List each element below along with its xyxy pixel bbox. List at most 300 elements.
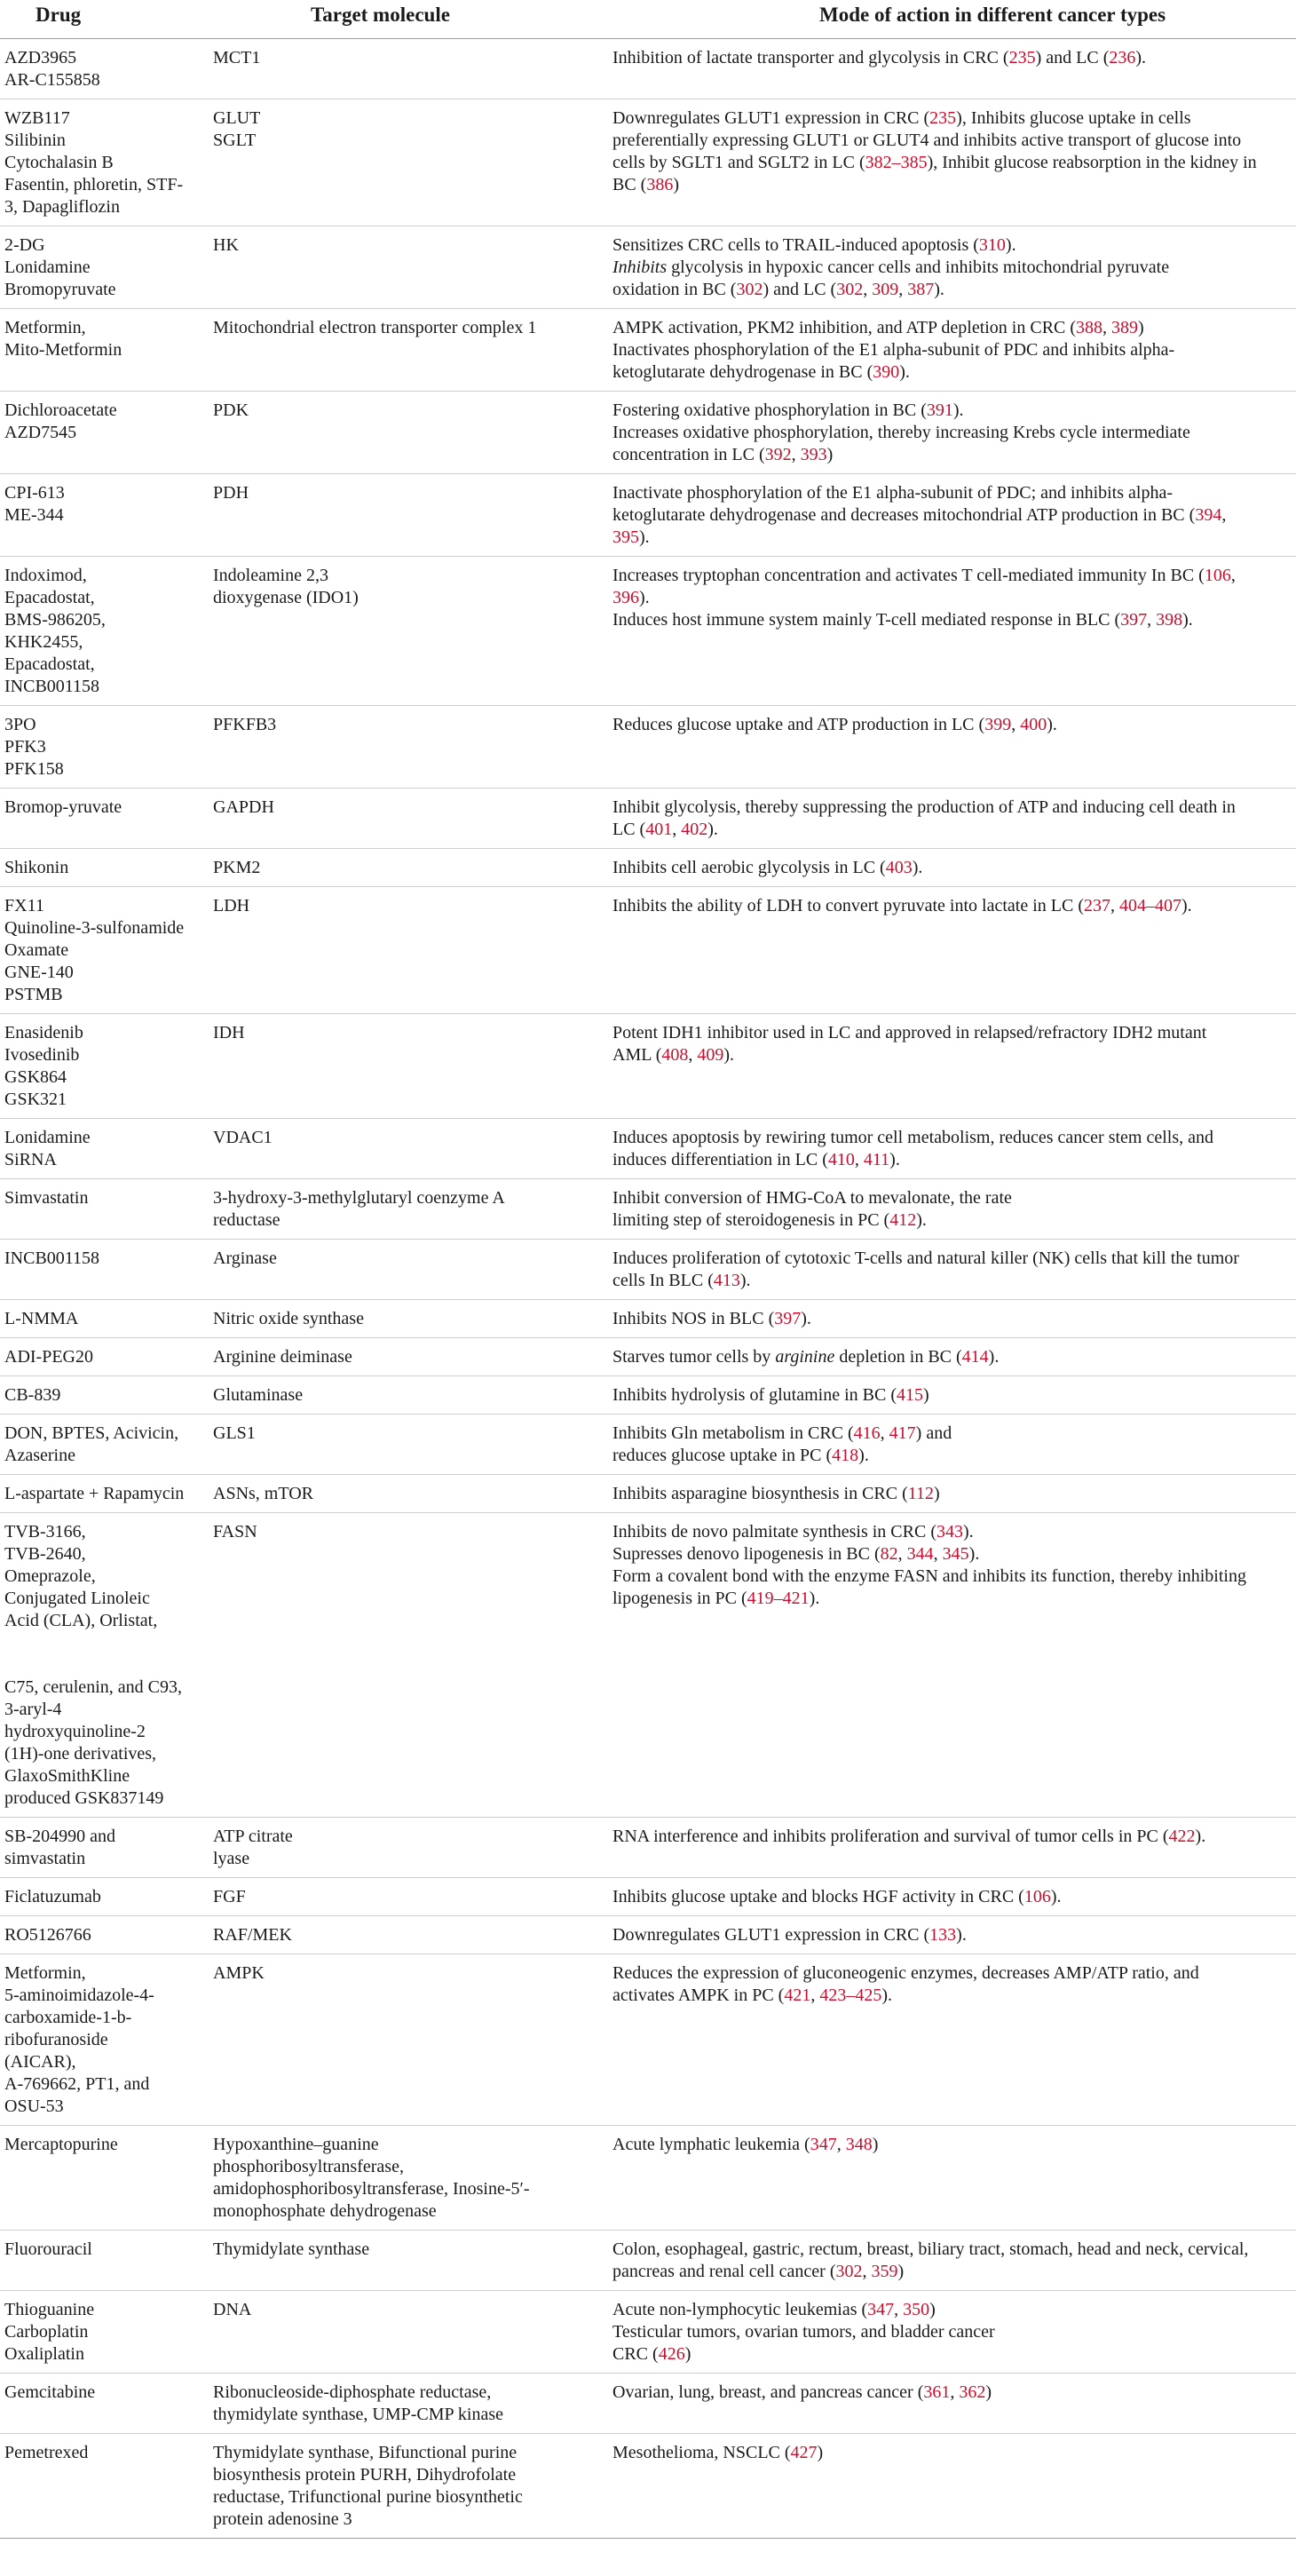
- text-segment: ) and LC (: [763, 280, 837, 299]
- reference-link[interactable]: 409: [697, 1045, 724, 1065]
- text-segment: ).: [639, 527, 650, 547]
- cell-line: [612, 2382, 1260, 2404]
- text-segment: ).: [1195, 1827, 1206, 1846]
- text-segment: Ovarian, lung, breast, and pancreas cancer (: [612, 2382, 924, 2402]
- table-row: [0, 1119, 1296, 1179]
- text-segment: ,: [933, 1544, 943, 1564]
- cell-line: Indoleamine 2,3: [213, 566, 328, 585]
- text-segment: Fostering oxidative phosphorylation in BC (: [612, 400, 927, 420]
- cell-line: [612, 857, 1260, 879]
- cell-line: ADI-PEG20: [4, 1347, 93, 1367]
- reference-link[interactable]: 417: [889, 1423, 916, 1443]
- target-molecule-cell: [197, 474, 609, 557]
- table-row: [0, 1338, 1296, 1376]
- text-segment: ).: [934, 280, 944, 299]
- target-molecule-cell: [197, 1376, 609, 1415]
- reference-link[interactable]: 391: [926, 400, 953, 420]
- cell-line: ATP citrate: [213, 1827, 293, 1846]
- text-segment: ): [1138, 318, 1144, 337]
- text-segment: Increases tryptophan concentration and activates T cell-mediated immunity In BC (: [612, 566, 1205, 585]
- cell-line: lyase: [213, 1849, 250, 1868]
- reference-link[interactable]: 106: [1023, 1887, 1051, 1906]
- cell-line: Hypoxanthine–guanine: [213, 2135, 379, 2154]
- reference-link[interactable]: 382–385: [865, 153, 928, 172]
- text-segment: LC (: [612, 820, 646, 839]
- cell-line: (AICAR),: [4, 2052, 76, 2072]
- cell-line: Indoximod,: [4, 566, 87, 585]
- reference-link[interactable]: 106: [1204, 566, 1231, 585]
- text-segment: induces differentiation in LC (: [612, 1150, 828, 1169]
- target-molecule-cell: [197, 309, 609, 392]
- drug-cell: [0, 1513, 197, 1818]
- target-molecule-cell: [197, 1338, 609, 1376]
- cell-line: GLS1: [213, 1423, 256, 1443]
- text-segment: glycolysis in hypoxic cancer cells and inhibits mitochondrial pyruvate: [667, 258, 1170, 277]
- cell-line: [612, 444, 1260, 466]
- reference-link[interactable]: 361: [923, 2382, 951, 2402]
- cell-line: Metformin,: [4, 318, 86, 337]
- cell-line: DNA: [213, 2300, 252, 2319]
- cell-line: [612, 2261, 1260, 2283]
- cell-line: [612, 339, 1260, 361]
- cell-line: Mitochondrial electron transporter complex 1: [213, 318, 537, 337]
- reference-link[interactable]: 362: [959, 2382, 986, 2402]
- cell-line: AR-C155858: [4, 70, 100, 90]
- reference-link[interactable]: 309: [872, 280, 899, 299]
- reference-link[interactable]: 235: [929, 108, 957, 128]
- cell-line: [612, 361, 1260, 384]
- mode-of-action-cell: [609, 309, 1296, 392]
- table-row: [0, 1878, 1296, 1916]
- text-segment: ,: [950, 2382, 960, 2402]
- text-segment: ).: [988, 1347, 1000, 1367]
- cell-line: [612, 1270, 1260, 1292]
- drug-cell: [0, 1300, 197, 1338]
- drug-cell: [0, 2126, 197, 2231]
- text-segment: Reduces the expression of gluconeogenic enzymes, decreases AMP/ATP ratio, and: [612, 1963, 1199, 1983]
- drug-cell: [0, 99, 197, 226]
- text-segment: ,: [1147, 610, 1157, 630]
- text-segment: activates AMPK in PC (: [612, 1986, 785, 2005]
- table-row: [0, 1300, 1296, 1338]
- text-segment: Sensitizes CRC cells to TRAIL-induced apoptosis (: [612, 235, 979, 255]
- cell-line: Fasentin, phloretin, STF-: [4, 175, 184, 194]
- reference-link[interactable]: 388: [1076, 318, 1103, 337]
- cell-line: Carboplatin: [4, 2322, 89, 2342]
- text-segment: ) and LC (: [1035, 48, 1110, 67]
- cell-line: MCT1: [213, 48, 261, 67]
- cell-line: [612, 1521, 1260, 1543]
- cell-line: [612, 504, 1260, 527]
- mode-of-action-cell: [609, 789, 1296, 849]
- reference-link[interactable]: 399: [984, 715, 1012, 734]
- cell-line: Glutaminase: [213, 1385, 304, 1405]
- table-row: [0, 1415, 1296, 1475]
- text-segment: ,: [897, 1544, 907, 1564]
- reference-link[interactable]: 398: [1156, 610, 1183, 630]
- text-segment: Supresses denovo lipogenesis in BC (: [612, 1544, 881, 1564]
- text-segment: ,: [836, 2135, 846, 2154]
- table-row: [0, 887, 1296, 1014]
- text-segment: ): [673, 175, 680, 194]
- target-molecule-cell: [197, 226, 609, 309]
- header-mode-of-action: Mode of action in different cancer types: [609, 0, 1296, 39]
- drug-cell: [0, 706, 197, 789]
- cell-line: Omeprazole,: [4, 1566, 96, 1586]
- cell-line: Shikonin: [4, 858, 69, 877]
- cell-line: [612, 527, 1260, 549]
- target-molecule-cell: [197, 1014, 609, 1119]
- cell-line: PDK: [213, 400, 249, 420]
- cell-line: GlaxoSmithKline: [4, 1766, 130, 1786]
- target-molecule-cell: [197, 2374, 609, 2434]
- reference-link[interactable]: 347: [810, 2135, 837, 2154]
- cell-line: Mercaptopurine: [4, 2135, 118, 2154]
- text-segment: ketoglutarate dehydrogenase in BC (: [612, 362, 873, 382]
- cell-line: Conjugated Linoleic: [4, 1589, 150, 1608]
- target-molecule-cell: [197, 2231, 609, 2291]
- reference-link[interactable]: 413: [713, 1271, 740, 1290]
- text-segment: ), Inhibit glucose reabsorption in the kidney in: [927, 153, 1257, 172]
- reference-link[interactable]: 237: [1083, 896, 1110, 915]
- cell-line: A-769662, PT1, and: [4, 2074, 150, 2094]
- drug-cell: [0, 2231, 197, 2291]
- target-molecule-cell: [197, 2126, 609, 2231]
- text-segment: Inactivates phosphorylation of the E1 alpha-subunit of PDC and inhibits alpha-: [612, 340, 1175, 360]
- target-molecule-cell: [197, 887, 609, 1014]
- cell-line: [612, 1209, 1260, 1232]
- text-segment: ,: [1011, 715, 1021, 734]
- reference-link[interactable]: 386: [646, 175, 674, 194]
- cell-line: RAF/MEK: [213, 1925, 292, 1945]
- cell-line: GAPDH: [213, 797, 274, 817]
- text-segment: Acute non-lymphocytic leukemias (: [612, 2300, 868, 2319]
- text-segment: Inhibit glycolysis, thereby suppressing the production of ATP and inducing cell death in: [612, 797, 1236, 817]
- reference-link[interactable]: 415: [897, 1385, 923, 1405]
- text-segment: Reduces glucose uptake and ATP production in LC (: [612, 715, 985, 734]
- text-segment: ,: [863, 280, 873, 299]
- reference-link[interactable]: 389: [1111, 318, 1139, 337]
- mode-of-action-cell: [609, 2434, 1296, 2539]
- reference-link[interactable]: 345: [942, 1544, 969, 1564]
- mode-of-action-cell: [609, 1300, 1296, 1338]
- cell-line: INCB001158: [4, 677, 100, 696]
- cell-line: Silibinin: [4, 131, 66, 150]
- text-segment: ): [923, 1385, 929, 1405]
- text-segment: ): [929, 2300, 936, 2319]
- cell-line: [612, 317, 1260, 339]
- cell-line: TVB-3166,: [4, 1522, 86, 1542]
- cell-line: INCB001158: [4, 1248, 100, 1268]
- target-molecule-cell: [197, 789, 609, 849]
- cell-line: [612, 2343, 1260, 2366]
- reference-link[interactable]: 348: [845, 2135, 873, 2154]
- cell-line: PFK158: [4, 759, 64, 779]
- cell-line: thymidylate synthase, UMP-CMP kinase: [213, 2405, 504, 2424]
- cell-line: Oxamate: [4, 940, 69, 960]
- text-segment: ): [934, 1484, 940, 1503]
- text-segment: ) and: [915, 1423, 952, 1443]
- mode-of-action-cell: [609, 849, 1296, 887]
- text-segment: ,: [672, 820, 682, 839]
- cell-line: [612, 1543, 1260, 1565]
- table-row: [0, 1240, 1296, 1300]
- mode-of-action-cell: [609, 557, 1296, 706]
- reference-link[interactable]: 236: [1109, 48, 1136, 67]
- cell-line: [612, 422, 1260, 444]
- cell-line: Azaserine: [4, 1446, 75, 1465]
- text-segment: Potent IDH1 inhibitor used in LC and approved in relapsed/refractory IDH2 mutant: [612, 1023, 1207, 1042]
- cell-line: amidophosphoribosyltransferase, Inosine-5′-: [213, 2179, 530, 2199]
- reference-link[interactable]: 394: [1195, 505, 1222, 525]
- reference-link[interactable]: 416: [853, 1423, 881, 1443]
- text-segment: ).: [916, 1210, 927, 1230]
- table-row: [0, 2434, 1296, 2539]
- table-row: [0, 789, 1296, 849]
- drug-cell: [0, 2291, 197, 2374]
- drug-cell: [0, 1916, 197, 1954]
- cell-line: FX11: [4, 896, 44, 915]
- cell-line: dioxygenase (IDO1): [213, 588, 359, 607]
- cell-line: 5-aminoimidazole-4-: [4, 1986, 154, 2005]
- cell-line: 3, Dapagliflozin: [4, 197, 120, 217]
- cell-line: GSK321: [4, 1090, 67, 1109]
- text-segment: Inhibits Gln metabolism in CRC (: [612, 1423, 854, 1443]
- mode-of-action-cell: [609, 39, 1296, 99]
- cell-line: [612, 1346, 1260, 1368]
- mode-of-action-cell: [609, 1916, 1296, 1954]
- text-segment: Induces apoptosis by rewiring tumor cell metabolism, reduces cancer stem cells, and: [612, 1128, 1214, 1147]
- text-segment: concentration in LC (: [612, 445, 765, 464]
- cell-line: monophosphate dehydrogenase: [213, 2201, 437, 2221]
- text-segment: ).: [881, 1986, 893, 2005]
- table-row: [0, 1916, 1296, 1954]
- reference-link[interactable]: 395: [612, 527, 639, 547]
- cell-line: PFKFB3: [213, 715, 277, 734]
- cell-line: reductase: [213, 1210, 281, 1230]
- text-segment: Downregulates GLUT1 expression in CRC (: [612, 108, 930, 128]
- cell-line: 2-DG: [4, 235, 45, 255]
- table-row: [0, 557, 1296, 706]
- cell-line: [612, 1924, 1260, 1946]
- text-segment: oxidation in BC (: [612, 280, 737, 299]
- mode-of-action-cell: [609, 1014, 1296, 1119]
- drug-cell: [0, 2374, 197, 2434]
- cell-line: Gemcitabine: [4, 2382, 96, 2402]
- cell-line: [612, 1308, 1260, 1330]
- reference-link[interactable]: 427: [790, 2443, 818, 2462]
- text-segment: ).: [1181, 896, 1192, 915]
- table-row: [0, 1376, 1296, 1415]
- reference-link[interactable]: 344: [906, 1544, 934, 1564]
- cell-line: CPI-613: [4, 483, 65, 503]
- target-molecule-cell: [197, 99, 609, 226]
- table-row: [0, 392, 1296, 474]
- text-segment: ).: [1005, 235, 1016, 255]
- cell-line: Acid (CLA), Orlistat,: [4, 1611, 158, 1630]
- reference-link[interactable]: 400: [1020, 715, 1047, 734]
- cell-line: Dichloroacetate: [4, 400, 117, 420]
- mode-of-action-cell: [609, 226, 1296, 309]
- mode-of-action-cell: [609, 1878, 1296, 1916]
- cell-line: GLUT: [213, 108, 261, 128]
- reference-link[interactable]: 422: [1168, 1827, 1196, 1846]
- text-segment: ).: [639, 588, 650, 607]
- reference-link[interactable]: 419–421: [747, 1589, 810, 1608]
- cell-line: [612, 1127, 1260, 1149]
- text-segment: Induces proliferation of cytotoxic T-cells and natural killer (NK) cells that kill the tumor: [612, 1248, 1239, 1268]
- reference-link[interactable]: 408: [661, 1045, 689, 1065]
- cell-line: [612, 1886, 1260, 1908]
- text-segment: ,: [688, 1045, 698, 1065]
- reference-link[interactable]: 302: [835, 2262, 863, 2281]
- cell-line: Mito-Metformin: [4, 340, 122, 360]
- cell-line: PKM2: [213, 858, 261, 877]
- table-row: [0, 226, 1296, 309]
- text-segment: Inhibits hydrolysis of glutamine in BC (: [612, 1385, 897, 1405]
- text-segment: Starves tumor cells by: [612, 1347, 776, 1367]
- reference-link[interactable]: 393: [800, 445, 827, 464]
- cell-line: Fluorouracil: [4, 2239, 92, 2259]
- reference-link[interactable]: 426: [658, 2344, 685, 2364]
- text-segment: Inhibits the ability of LDH to convert pyruvate into lactate in LC (: [612, 896, 1084, 915]
- text-segment: AMPK activation, PKM2 inhibition, and ATP depletion in CRC (: [612, 318, 1077, 337]
- table-row: [0, 706, 1296, 789]
- cell-line: RO5126766: [4, 1925, 91, 1945]
- text-segment: ,: [898, 280, 908, 299]
- text-segment: ).: [707, 820, 718, 839]
- text-segment: Induces host immune system mainly T-cell mediated response in BLC (: [612, 610, 1121, 630]
- drug-cell: [0, 1878, 197, 1916]
- mode-of-action-cell: [609, 706, 1296, 789]
- cell-line: Oxaliplatin: [4, 2344, 84, 2364]
- text-segment: ketoglutarate dehydrogenase and decreases mitochondrial ATP production in BC (: [612, 505, 1196, 525]
- text-segment: Inhibits NOS in BLC (: [612, 1309, 775, 1328]
- reference-link[interactable]: 397: [774, 1309, 802, 1328]
- text-segment: ).: [952, 400, 964, 420]
- cell-line: SiRNA: [4, 1150, 57, 1169]
- text-segment: ,: [880, 1423, 889, 1443]
- text-segment: ).: [1182, 610, 1193, 630]
- reference-link[interactable]: 402: [681, 820, 708, 839]
- text-segment: ).: [912, 858, 923, 877]
- reference-link[interactable]: 350: [903, 2300, 930, 2319]
- cell-line: ribofuranoside: [4, 2030, 108, 2049]
- cell-line: [612, 1187, 1260, 1209]
- text-segment: Inhibits: [612, 258, 668, 277]
- target-molecule-cell: [197, 392, 609, 474]
- reference-link[interactable]: 421: [784, 1986, 811, 2005]
- table-row: [0, 1475, 1296, 1513]
- reference-link[interactable]: 423–425: [819, 1986, 882, 2005]
- text-segment: Inhibits asparagine biosynthesis in CRC (: [612, 1484, 908, 1503]
- table-row: [0, 1954, 1296, 2126]
- drug-cell: [0, 1338, 197, 1376]
- cell-line: [612, 1044, 1260, 1066]
- reference-link[interactable]: 411: [863, 1150, 890, 1169]
- cell-line: Metformin,: [4, 1963, 86, 1983]
- reference-link[interactable]: 396: [612, 588, 639, 607]
- mode-of-action-cell: [609, 2231, 1296, 2291]
- cell-line: Quinoline-3-sulfonamide: [4, 918, 185, 938]
- cell-line: [612, 1022, 1260, 1044]
- table-row: [0, 1513, 1296, 1818]
- cell-line: [612, 1445, 1260, 1467]
- cell-line: [612, 1483, 1260, 1505]
- cell-line: [612, 1384, 1260, 1407]
- mode-of-action-cell: [609, 1513, 1296, 1818]
- reference-link[interactable]: 310: [978, 235, 1006, 255]
- text-segment: ).: [739, 1271, 751, 1290]
- table-row: [0, 99, 1296, 226]
- reference-link[interactable]: 343: [936, 1522, 963, 1542]
- cell-line: LDH: [213, 896, 250, 915]
- text-segment: ): [826, 445, 834, 464]
- text-segment: ).: [858, 1446, 869, 1465]
- reference-link[interactable]: 414: [961, 1347, 989, 1367]
- target-molecule-cell: [197, 1818, 609, 1878]
- mode-of-action-cell: [609, 1475, 1296, 1513]
- reference-link[interactable]: 359: [871, 2262, 898, 2281]
- text-segment: preferentially expressing GLUT1 or GLUT4 and inhibits active transport of glucose into: [612, 131, 1242, 150]
- drug-cell: [0, 39, 197, 99]
- reference-link[interactable]: 401: [645, 820, 673, 839]
- reference-link[interactable]: 112: [907, 1484, 935, 1503]
- cell-line: 3-aryl-4: [4, 1700, 62, 1719]
- reference-link[interactable]: 235: [1008, 48, 1036, 67]
- text-segment: ): [897, 2262, 905, 2281]
- reference-link[interactable]: 390: [873, 362, 900, 382]
- cell-line: [612, 819, 1260, 841]
- drug-cell: [0, 1475, 197, 1513]
- reference-link[interactable]: 387: [907, 280, 935, 299]
- reference-link[interactable]: 302: [836, 280, 864, 299]
- cell-line: Lonidamine: [4, 258, 91, 277]
- mode-of-action-cell: [609, 1376, 1296, 1415]
- reference-link[interactable]: 397: [1120, 610, 1148, 630]
- text-segment: ), Inhibits glucose uptake in cells: [956, 108, 1191, 128]
- target-molecule-cell: [197, 39, 609, 99]
- reference-link[interactable]: 82: [880, 1544, 898, 1564]
- text-segment: cells In BLC (: [612, 1271, 714, 1290]
- text-segment: ): [872, 2135, 879, 2154]
- reference-link[interactable]: 133: [929, 1925, 957, 1945]
- cell-line: PDH: [213, 483, 249, 503]
- drug-cell: [0, 1954, 197, 2126]
- cell-line: AZD3965: [4, 48, 77, 67]
- cell-line: PFK3: [4, 737, 46, 757]
- reference-link[interactable]: 347: [867, 2300, 895, 2319]
- reference-link[interactable]: 403: [885, 858, 913, 877]
- reference-link[interactable]: 404–407: [1118, 896, 1181, 915]
- text-segment: Inhibits de novo palmitate synthesis in CRC (: [612, 1522, 936, 1542]
- text-segment: ,: [854, 1150, 864, 1169]
- reference-link[interactable]: 412: [889, 1210, 917, 1230]
- text-segment: pancreas and renal cell cancer (: [612, 2262, 836, 2281]
- text-segment: CRC (: [612, 2344, 659, 2364]
- reference-link[interactable]: 410: [827, 1150, 855, 1169]
- cell-line: 3-hydroxy-3-methylglutaryl coenzyme A: [213, 1188, 505, 1208]
- table-body: [0, 39, 1296, 2539]
- mode-of-action-cell: [609, 1818, 1296, 1878]
- reference-link[interactable]: 392: [764, 445, 792, 464]
- reference-link[interactable]: 302: [736, 280, 763, 299]
- cell-line: Thioguanine: [4, 2300, 95, 2319]
- table-row: [0, 1014, 1296, 1119]
- reference-link[interactable]: 418: [832, 1446, 859, 1465]
- cell-line: Enasidenib: [4, 1023, 83, 1042]
- cell-line: [612, 174, 1260, 196]
